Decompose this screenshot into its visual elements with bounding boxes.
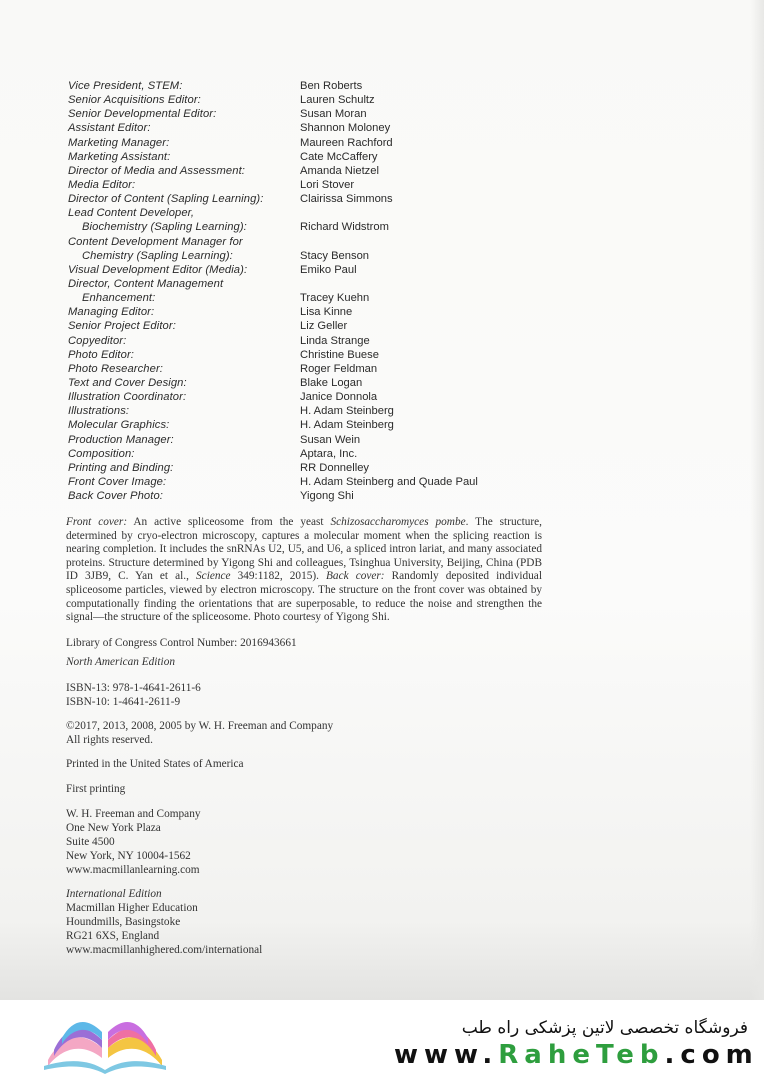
- credit-name: Ben Roberts: [300, 80, 363, 92]
- credit-role: Copyeditor:: [68, 334, 127, 347]
- store-title: فروشگاه تخصصی لاتین پزشکی راه طب: [461, 1018, 748, 1038]
- international-address-1: Houndmills, Basingstoke: [66, 916, 181, 928]
- printed-line: Printed in the United States of America: [66, 758, 244, 770]
- credit-role: Text and Cover Design:: [68, 376, 187, 389]
- credit-role: Senior Acquisitions Editor:: [68, 94, 201, 107]
- credit-role: Director, Content Management: [68, 277, 224, 290]
- edition-label: North American Edition: [66, 656, 175, 668]
- credit-role: Marketing Assistant:: [68, 150, 171, 163]
- caption-text-2: . The structure, determined by cryo-electron microscopy, captures a molecular moment when the splicing reaction is nearing completion. It includes the snRNAs U2, U5, and U6, a spliced intron lariat, and many associated proteins. Structure determined by Yigong Shi and colleagues, Tsinghua University, Beijing, China (PDB ID 3JB9, C. Yan et al.,: [66, 516, 542, 583]
- cover-caption: [66, 516, 542, 625]
- credit-name: Linda Strange: [300, 334, 370, 347]
- credit-role: Back Cover Photo:: [68, 490, 163, 503]
- credit-name: Liz Geller: [300, 320, 348, 333]
- credit-name: Susan Wein: [300, 433, 361, 446]
- credit-name: Cate McCaffery: [300, 150, 378, 163]
- caption-text-4: Randomly deposited individual spliceosome particles, viewed by electron microscopy. The structure on the front cover was obtained by computationally finding the orientations that are superposable, to reduce the noise and strengthen the signal—the structure of the spliceosome. Photo courtesy of Yigong Shi.: [66, 570, 542, 624]
- credit-role: Lead Content Developer,: [68, 207, 195, 220]
- credit-role: Marketing Manager:: [68, 136, 170, 149]
- credit-name: H. Adam Steinberg: [300, 419, 394, 432]
- credit-role: Illustrations:: [68, 405, 130, 418]
- credit-name: H. Adam Steinberg: [300, 405, 394, 418]
- store-website: [394, 1040, 759, 1070]
- international-name: Macmillan Higher Education: [66, 902, 198, 914]
- credit-name: Stacy Benson: [300, 249, 370, 262]
- credit-name: Yigong Shi: [300, 490, 354, 503]
- credit-role: Printing and Binding:: [68, 461, 174, 474]
- credit-role: Front Cover Image:: [68, 475, 167, 488]
- credit-role: Director of Media and Assessment:: [68, 164, 245, 177]
- credit-role: Vice President, STEM:: [68, 80, 183, 92]
- credit-name: RR Donnelley: [300, 461, 370, 474]
- credit-name: Amanda Nietzel: [300, 164, 379, 177]
- caption-text-1: An active spliceosome from the yeast: [127, 516, 331, 528]
- page-edge-shadow: [750, 0, 764, 1000]
- credit-name: Lauren Schultz: [300, 94, 375, 107]
- international-label: International Edition: [66, 888, 162, 900]
- site-suffix: .com: [664, 1040, 759, 1070]
- credit-name: Aptara, Inc.: [300, 447, 358, 460]
- credit-role: Enhancement:: [82, 292, 156, 305]
- front-cover-label: Front cover:: [66, 516, 128, 528]
- credit-role: Managing Editor:: [68, 306, 155, 319]
- species-name: Schizosaccharomyces pombe: [330, 516, 466, 528]
- credit-name: Lori Stover: [300, 178, 355, 191]
- credit-name: Christine Buese: [300, 348, 379, 361]
- publisher-address-3: New York, NY 10004-1562: [66, 850, 191, 862]
- credit-role: Senior Project Editor:: [68, 320, 176, 333]
- credit-role: Senior Developmental Editor:: [68, 108, 217, 121]
- credit-role: Visual Development Editor (Media):: [68, 263, 248, 276]
- journal-name: Science: [196, 570, 231, 583]
- credit-role: Director of Content (Sapling Learning):: [68, 193, 264, 206]
- back-cover-label: Back cover:: [326, 570, 385, 583]
- isbn-13: ISBN-13: 978-1-4641-2611-6: [66, 682, 201, 694]
- credit-name: Tracey Kuehn: [300, 292, 370, 305]
- open-book-logo-icon: [40, 1008, 170, 1074]
- credit-name: H. Adam Steinberg and Quade Paul: [300, 475, 478, 488]
- international-address-2: RG21 6XS, England: [66, 930, 160, 942]
- credit-name: Janice Donnola: [300, 391, 378, 404]
- isbn-10: ISBN-10: 1-4641-2611-9: [66, 696, 181, 708]
- publisher-website: www.macmillanlearning.com: [66, 864, 200, 876]
- credit-name: Clairissa Simmons: [300, 193, 393, 206]
- international-website: www.macmillanhighered.com/international: [66, 944, 263, 956]
- publisher-address-2: Suite 4500: [66, 836, 115, 848]
- publisher-address-1: One New York Plaza: [66, 822, 161, 834]
- credit-role: Composition:: [68, 447, 135, 460]
- credit-name: Shannon Moloney: [300, 122, 391, 135]
- credit-name: Maureen Rachford: [300, 136, 393, 149]
- credit-role: Photo Editor:: [68, 348, 134, 361]
- credit-name: Richard Widstrom: [300, 221, 389, 234]
- credit-role: Photo Researcher:: [68, 362, 163, 375]
- printing-line: First printing: [66, 783, 126, 795]
- site-brand: RaheTeb: [498, 1040, 665, 1070]
- credit-name: Lisa Kinne: [300, 306, 353, 319]
- credit-role: Molecular Graphics:: [68, 419, 170, 432]
- caption-text-3: 349:1182, 2015).: [230, 570, 327, 583]
- site-prefix: www.: [394, 1040, 499, 1070]
- credit-role: Production Manager:: [68, 433, 174, 446]
- credit-role: Illustration Coordinator:: [68, 391, 187, 404]
- credit-role: Content Development Manager for: [68, 235, 243, 248]
- rights-line: All rights reserved.: [66, 734, 153, 746]
- publisher-name: W. H. Freeman and Company: [66, 808, 201, 820]
- credit-name: Roger Feldman: [300, 362, 378, 375]
- credit-role: Biochemistry (Sapling Learning):: [82, 221, 247, 234]
- credit-role: Assistant Editor:: [68, 122, 151, 135]
- lccn: Library of Congress Control Number: 2016943661: [66, 637, 297, 649]
- credit-name: Emiko Paul: [300, 263, 357, 276]
- copyright-line: ©2017, 2013, 2008, 2005 by W. H. Freeman and Company: [66, 720, 334, 732]
- credit-name: Susan Moran: [300, 108, 367, 121]
- credit-name: Blake Logan: [300, 376, 363, 389]
- credit-role: Chemistry (Sapling Learning):: [82, 249, 233, 262]
- credit-role: Media Editor:: [68, 178, 136, 191]
